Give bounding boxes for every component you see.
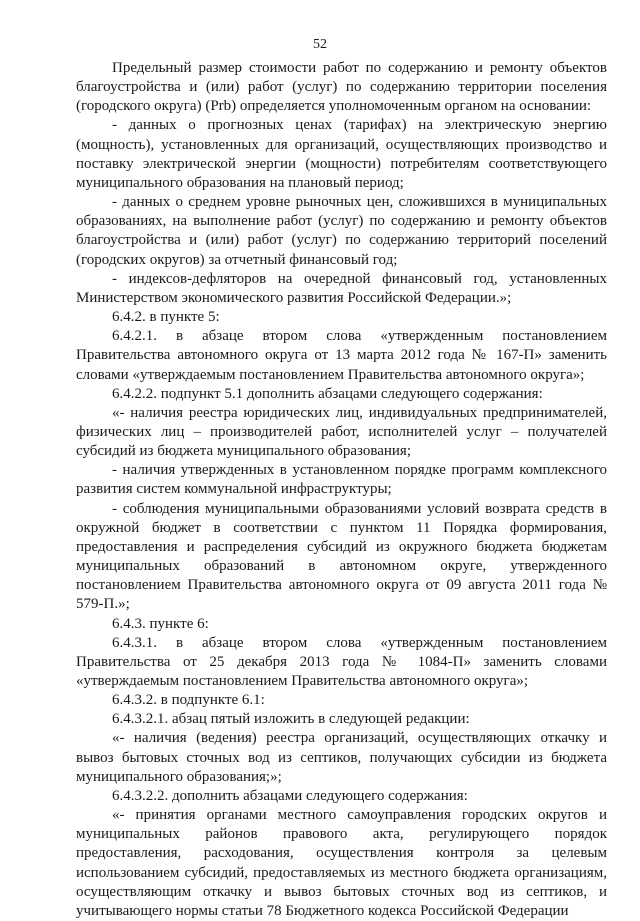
paragraph-6-4-2: 6.4.2. в пункте 5: bbox=[112, 309, 220, 326]
paragraph-registry: «- наличия реестра юридических лиц, индивидуальных предпринимателей, физических лиц – производителей работ, исполнителей услуг – получателей субсидий из бюджета муниципального образования; bbox=[76, 404, 607, 460]
paragraph-6-4-2-1: 6.4.2.1. в абзаце втором слова «утвержденным постановлением Правительства автономного округа от 13 марта 2012 года № 167-П» заменить словами «утверждаемым постановлением Правительства автономного округа»; bbox=[76, 328, 607, 383]
document-body bbox=[76, 59, 607, 921]
paragraph-programs: - наличия утвержденных в установленном порядке программ комплексного развития систем коммунальной инфраструктуры; bbox=[76, 462, 607, 498]
paragraph-return-conditions: - соблюдения муниципальными образованиями условий возврата средств в окружной бюджет в соответствии с пунктом 11 Порядка формирования, предоставления и распределения субсидий из окружного бюджета бюджетам муниципальных образований в автономном округе, утвержденного постановлением Правительства автономного округа от 09 августа 2011 года № 579-П.»; bbox=[76, 500, 607, 613]
paragraph-6-4-2-2: 6.4.2.2. подпункт 5.1 дополнить абзацами следующего содержания: bbox=[112, 385, 543, 402]
paragraph-6-4-3-2-2: 6.4.3.2.2. дополнить абзацами следующего содержания: bbox=[112, 787, 468, 804]
paragraph-local-government-act: «- принятия органами местного самоуправления городских округов и муниципальных районов правового акта, регулирующего порядок предоставления, расходования, осуществления контроля за целевым использованием субсидий, предоставляемых из местного бюджета организациям, осуществляющим откачку и вывоз бытовых сточных вод из септиков, и учитывающего нормы статьи 78 Бюджетного кодекса Российской Федерации bbox=[76, 807, 607, 919]
paragraph-septic-registry: «- наличия (ведения) реестра организаций, осуществляющих откачку и вывоз бытовых сточных вод из септиков, получающих субсидии из бюджета муниципального образования;»; bbox=[76, 730, 607, 785]
paragraph-deflator-indices: - индексов-дефляторов на очередной финансовый год, установленных Министерством экономического развития Российской Федерации.»; bbox=[76, 270, 607, 306]
paragraph-6-4-3: 6.4.3. пункте 6: bbox=[112, 615, 209, 632]
paragraph-forecast-prices: - данных о прогнозных ценах (тарифах) на электрическую энергию (мощность), установленных для организаций, осуществляющих производство и поставку электрической энергии (мощности) потребителям соответствующего муниципального образования на плановый период; bbox=[76, 117, 607, 191]
paragraph-market-prices: - данных о среднем уровне рыночных цен, сложившихся в муниципальных образованиях, на выполнение работ (услуг) по содержанию и ремонту объектов благоустройства и (или) работ (услуг) по содержанию территорий поселений (городских округов) за отчетный финансовый год; bbox=[76, 194, 607, 268]
paragraph-6-4-3-2-1: 6.4.3.2.1. абзац пятый изложить в следующей редакции: bbox=[112, 711, 470, 728]
paragraph-6-4-3-2: 6.4.3.2. в подпункте 6.1: bbox=[112, 692, 265, 709]
paragraph-price-limit: Предельный размер стоимости работ по содержанию и ремонту объектов благоустройства и (или) работ (услуг) по содержанию территории поселения (городского округа) (Prb) определяется уполномоченным органом на основании: bbox=[76, 60, 607, 115]
paragraph-6-4-3-1: 6.4.3.1. в абзаце втором слова «утвержденным постановлением Правительства от 25 декабря 2013 года № 1084-П» заменить словами «утверждаемым постановлением Правительства автономного округа»; bbox=[76, 634, 607, 689]
page-number: 52 bbox=[313, 37, 327, 52]
